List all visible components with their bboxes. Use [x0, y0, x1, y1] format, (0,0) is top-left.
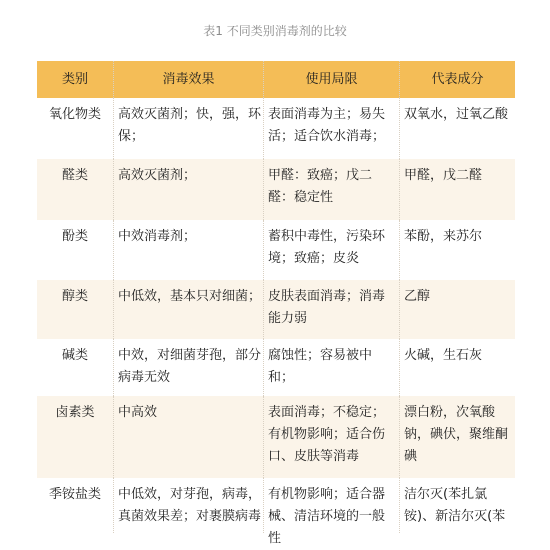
table-header-row — [37, 61, 515, 98]
cell-category: 氧化物类 — [37, 98, 114, 159]
cell-limitation: 甲醛：致癌；戊二醛：稳定性 — [264, 159, 400, 220]
cell-category: 酚类 — [37, 220, 114, 280]
cell-representative: 乙醇 — [404, 289, 431, 304]
cell-effect: 中低效，基本只对细菌； — [114, 280, 264, 339]
cell-limitation: 腐蚀性；容易被中和； — [264, 339, 400, 396]
cell-limitation: 表面消毒；不稳定；有机物影响；适合伤口、皮肤等消毒 — [264, 396, 400, 478]
cell-limitation: 皮肤表面消毒；消毒能力弱 — [264, 280, 400, 339]
header-effect: 消毒效果 — [114, 61, 264, 98]
cell-representative: 甲醛，戊二醛 — [404, 168, 483, 183]
table-row — [37, 280, 515, 339]
cell-representative: 苯酚，来苏尔 — [404, 229, 483, 244]
table-row — [37, 98, 515, 159]
cell-limitation: 蓄积中毒性，污染环境；致癌；皮炎 — [264, 220, 400, 280]
comparison-table — [37, 61, 515, 546]
cell-effect: 中效消毒剂； — [114, 220, 264, 280]
header-limitation: 使用局限 — [264, 61, 400, 98]
table-row — [37, 159, 515, 220]
cell-effect: 高效灭菌剂； — [114, 159, 264, 220]
table-row — [37, 478, 515, 546]
header-representative: 代表成分 — [431, 72, 484, 87]
cell-category: 卤素类 — [37, 396, 114, 478]
cell-effect: 中低效，对芽孢，病毒，真菌效果差；对裹膜病毒 — [114, 478, 264, 533]
table-row — [37, 339, 515, 396]
cell-category: 碱类 — [37, 339, 114, 396]
header-category: 类别 — [37, 61, 114, 98]
cell-category: 醇类 — [37, 280, 114, 339]
table-row — [37, 220, 515, 280]
cell-category: 醛类 — [37, 159, 114, 220]
cell-representative: 洁尔灭(苯扎氯铵)、新洁尔灭(苯 — [404, 487, 506, 524]
cell-effect: 中高效 — [114, 396, 264, 478]
table-caption: 表1 不同类别消毒剂的比较 — [203, 24, 347, 38]
cell-effect: 高效灭菌剂；快，强，环保； — [114, 98, 264, 159]
cell-category: 季铵盐类 — [37, 478, 114, 533]
cell-limitation: 有机物影响；适合器械、清洁环境的一般性 — [264, 478, 400, 533]
cell-representative: 火碱，生石灰 — [404, 348, 483, 363]
cell-limitation: 表面消毒为主；易失活；适合饮水消毒； — [264, 98, 400, 159]
cell-representative: 漂白粉，次氧酸钠，碘伏，聚维酮碘 — [404, 405, 509, 464]
table-row — [37, 396, 515, 478]
cell-effect: 中效，对细菌芽孢，部分病毒无效 — [114, 339, 264, 396]
cell-representative: 双氧水，过氧乙酸 — [404, 107, 509, 122]
